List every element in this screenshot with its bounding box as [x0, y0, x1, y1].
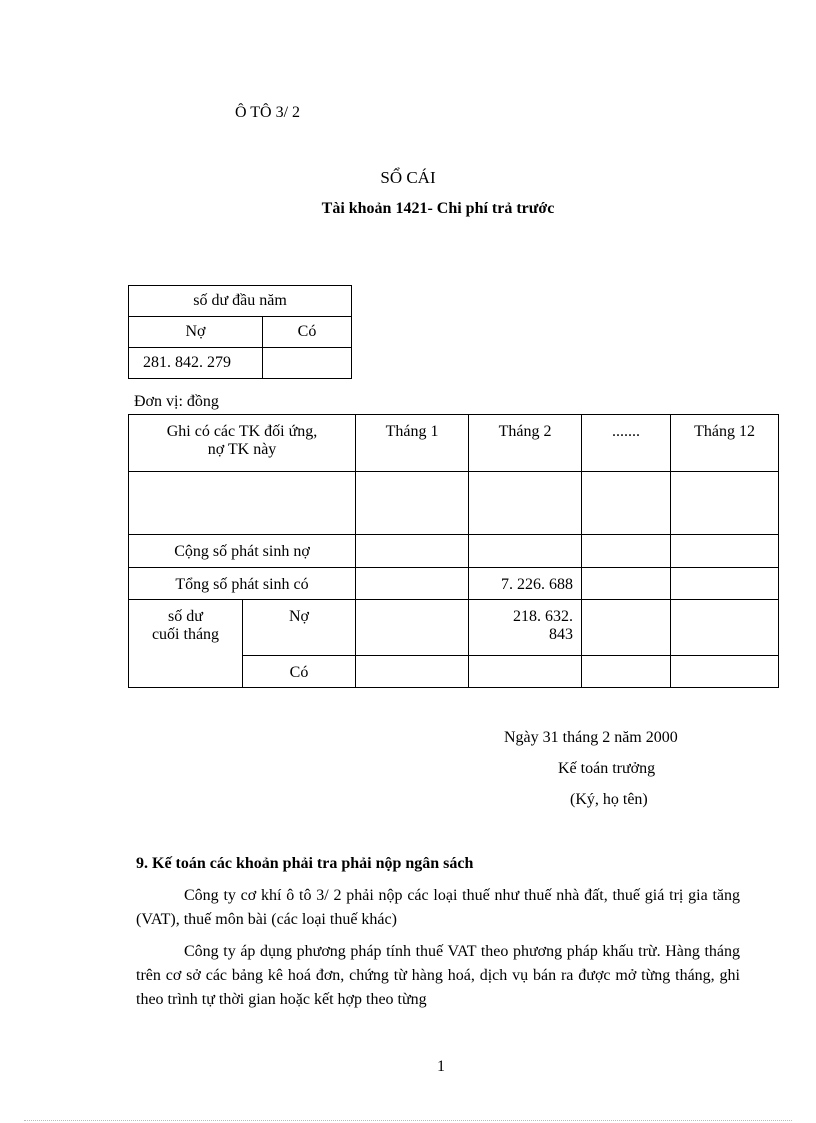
total-debit-label: Cộng số phát sinh nợ: [129, 535, 356, 568]
end-debit-month2-line2: 843: [549, 626, 573, 643]
ledger-table: [128, 414, 779, 688]
end-debit-label: Nợ: [243, 600, 356, 656]
empty-cell: [356, 535, 469, 568]
end-debit-month2: [469, 600, 582, 656]
empty-cell: [671, 600, 779, 656]
section-heading: 9. Kế toán các khoản phải tra phải nộp ngân sách: [136, 855, 474, 872]
signature-date: Ngày 31 tháng 2 năm 2000: [504, 729, 678, 746]
empty-cell: [129, 472, 356, 535]
end-balance-line2: cuối tháng: [151, 626, 220, 643]
total-credit-label: Tổng số phát sinh có: [129, 568, 356, 600]
end-balance-line1: số dư: [168, 608, 203, 625]
ledger-title: SỔ CÁI: [380, 168, 436, 187]
empty-cell: [356, 656, 469, 688]
opening-debit-value: 281. 842. 279: [129, 348, 263, 379]
unit-label: Đơn vị: đồng: [134, 393, 219, 410]
chief-accountant: Kế toán trưởng: [558, 760, 656, 777]
empty-cell: [671, 472, 779, 535]
end-credit-label: Có: [243, 656, 356, 688]
month-header: .......: [582, 415, 671, 472]
opening-debit-label: Nợ: [129, 317, 263, 348]
empty-cell: [671, 568, 779, 600]
empty-cell: [582, 656, 671, 688]
end-balance-label: [129, 600, 243, 688]
account-column-header: [129, 415, 356, 472]
page-divider: [24, 1120, 792, 1121]
empty-cell: [469, 656, 582, 688]
empty-cell: [671, 656, 779, 688]
empty-cell: [582, 600, 671, 656]
empty-cell: [469, 535, 582, 568]
empty-cell: [582, 472, 671, 535]
account-header-line2: nợ TK này: [207, 441, 277, 458]
paragraph: Công ty áp dụng phương pháp tính thuế VAT theo phương pháp khấu trừ. Hàng tháng trên cơ sở các bảng kê hoá đơn, chứng từ hàng hoá, dịch vụ bán ra được mở từng tháng, ghi theo trình tự thời gian hoặc kết hợp theo từng: [136, 943, 740, 1008]
opening-balance-header: số dư đầu năm: [129, 286, 352, 317]
empty-cell: [356, 472, 469, 535]
empty-cell: [582, 568, 671, 600]
account-header-line1: Ghi có các TK đối ứng,: [166, 423, 318, 440]
month-header: Tháng 1: [356, 415, 469, 472]
signature-note: (Ký, họ tên): [570, 791, 648, 808]
empty-cell: [671, 535, 779, 568]
opening-credit-value: [263, 348, 352, 379]
account-subtitle: Tài khoản 1421- Chi phí trả trước: [321, 200, 555, 217]
month-header: Tháng 2: [469, 415, 582, 472]
empty-cell: [582, 535, 671, 568]
company-name: Ô TÔ 3/ 2: [235, 104, 301, 121]
empty-cell: [469, 472, 582, 535]
opening-balance-table: [128, 285, 352, 379]
empty-cell: [356, 568, 469, 600]
page-number: 1: [437, 1058, 445, 1075]
month-header: Tháng 12: [671, 415, 779, 472]
total-credit-month2: 7. 226. 688: [469, 568, 582, 600]
paragraph: Công ty cơ khí ô tô 3/ 2 phải nộp các loại thuế như thuế nhà đất, thuế giá trị gia tăng (VAT), thuế môn bài (các loại thuế khác): [136, 887, 740, 928]
empty-cell: [356, 600, 469, 656]
opening-credit-label: Có: [263, 317, 352, 348]
end-debit-month2-line1: 218. 632.: [513, 608, 573, 625]
